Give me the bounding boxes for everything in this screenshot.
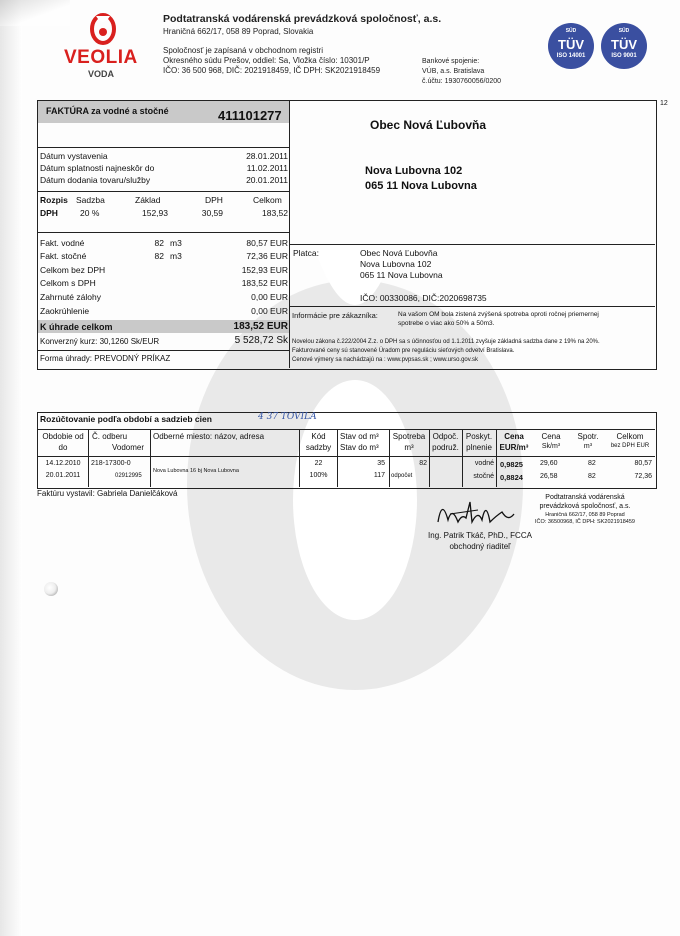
vat-header-base: Základ xyxy=(135,195,161,205)
header-meter: Vodomer xyxy=(112,443,145,452)
invoice-title: FAKTÚRA za vodné a stočné xyxy=(46,106,169,116)
service-name: vodné xyxy=(474,460,494,467)
stamp-line: IČO: 36500968, IČ DPH: SK2021918459 xyxy=(535,519,635,525)
bank-label: Bankové spojenie: xyxy=(422,58,480,65)
vat-header-vat: DPH xyxy=(205,195,223,205)
header-rate: sadzby xyxy=(305,443,332,452)
punch-hole xyxy=(44,582,58,596)
charge-qty: 82 xyxy=(154,251,164,261)
rate-code: 22 xyxy=(314,460,323,467)
recipient-city: 065 11 Nova Lubovna xyxy=(365,180,477,192)
header-period: Obdobie od xyxy=(42,432,84,441)
signatory-role: obchodný riaditeľ xyxy=(449,542,511,551)
scan-folded-corner xyxy=(0,0,70,26)
consumption-place: Nova Lubovna 16 bj Nova Lubovna xyxy=(153,468,239,474)
company-address: Hraničná 662/17, 058 89 Poprad, Slovakia xyxy=(163,27,314,36)
title-divider xyxy=(37,147,289,148)
period-to: 20.01.2011 xyxy=(45,472,81,479)
header-state: Stav od m³ xyxy=(340,432,379,441)
tuv-sub-1: ISO 14001 xyxy=(556,53,586,59)
vat-row-rate: 20 % xyxy=(80,208,100,218)
header-quantity: m³ xyxy=(583,443,593,450)
total-label: Celkom bez DPH xyxy=(40,265,106,275)
line-quantity: 82 xyxy=(588,460,596,467)
handwritten-signature xyxy=(430,492,520,532)
line-total: 72,36 xyxy=(634,473,652,480)
payer-name: Obec Nová Ľubovňa xyxy=(360,248,438,258)
meter-number: 02912995 xyxy=(115,473,142,479)
header-service: Poskyt. xyxy=(465,432,493,441)
vat-row-label: DPH xyxy=(40,208,58,218)
period-from: 14.12.2010 xyxy=(45,460,81,467)
total-label: Zaokrúhlenie xyxy=(40,306,90,316)
recipient-street: Nova Lubovna 102 xyxy=(365,165,463,177)
header-price-sk: Sk/m³ xyxy=(541,443,561,450)
payer-street: Nova Lubovna 102 xyxy=(360,259,432,269)
column-divider xyxy=(289,100,290,368)
header-price-eur: EUR/m³ xyxy=(499,443,529,452)
margin-mark: 12 xyxy=(660,100,668,107)
payer-city: 065 11 Nova Lubovna xyxy=(360,270,443,280)
breakdown-header-top xyxy=(37,429,655,430)
breakdown-title: Rozúčtovanie podľa období a sadzieb cien xyxy=(40,414,212,424)
date-value: 11.02.2011 xyxy=(246,163,288,173)
header-quantity: Spotr. xyxy=(577,432,599,441)
payer-label: Platca: xyxy=(293,248,319,258)
legal-note: Cenové výmery sa nachádzajú na : www.pvpsas.sk ; www.urso.gov.sk xyxy=(292,357,478,363)
col-line xyxy=(337,429,338,487)
header-total: bez DPH EUR xyxy=(610,443,650,449)
total-label: Zahrnuté zálohy xyxy=(40,292,101,302)
service-name: stočné xyxy=(473,473,494,480)
subtraction-label: odpočet xyxy=(391,473,413,479)
charge-label: Fakt. vodné xyxy=(40,238,85,248)
header-period: do xyxy=(58,443,68,452)
issued-by: Faktúru vystavil: Gabriela Danielčáková xyxy=(37,489,178,498)
date-label: Dátum splatnosti najneskôr do xyxy=(40,163,155,173)
handwritten-note: 4 37 TOVILA xyxy=(258,412,317,422)
state-from: 35 xyxy=(377,460,385,467)
registry-line-3: IČO: 36 500 968, DIČ: 2021918459, IČ DPH: SK2021918459 xyxy=(163,66,381,75)
charge-unit: m3 xyxy=(170,238,182,248)
invoice-number: 411101277 xyxy=(218,108,282,123)
vat-header-rozpis: Rozpis xyxy=(40,195,68,205)
header-state: Stav do m³ xyxy=(340,443,379,452)
vat-header-total: Celkom xyxy=(253,195,282,205)
total-label: Celkom s DPH xyxy=(40,278,96,288)
header-meter: Č. odberu xyxy=(92,432,128,441)
tuv-bottom: SÜD xyxy=(618,28,630,34)
col-line xyxy=(88,429,89,487)
signatory-name: Ing. Patrik Tkáč, PhD., FCCA xyxy=(428,531,532,540)
charge-amount: 80,57 EUR xyxy=(246,238,288,248)
recipient-name: Obec Nová Ľubovňa xyxy=(370,118,487,132)
scan-edge-shadow xyxy=(0,0,22,936)
payment-form: Forma úhrady: PREVODNÝ PRÍKAZ xyxy=(40,354,171,363)
pay-amount-eur: 183,52 EUR xyxy=(233,321,288,332)
vat-row-vat: 30,59 xyxy=(201,208,223,218)
header-consumption: Spotreba xyxy=(392,432,426,441)
stamp-line: prevádzková spoločnosť, a.s. xyxy=(539,503,631,510)
header-price-eur: Cena xyxy=(504,432,524,441)
vat-divider xyxy=(37,232,289,233)
price-sk: 26,58 xyxy=(540,473,558,480)
price-eur: 0,9825 xyxy=(500,460,523,469)
header-price-sk: Cena xyxy=(541,432,561,441)
legal-note: Fakturované ceny sú stanovené Úradom pre reguláciu sieťových odvetví Bratislava. xyxy=(292,348,515,354)
line-quantity: 82 xyxy=(588,473,596,480)
tuv-cert-badge-2 xyxy=(601,23,647,69)
legal-note: Novelou zákona č.222/2004 Z.z. o DPH sa s účinnosťou od 1.1.2011 zvyšuje základná sadzba dane z 19% na 20%. xyxy=(292,339,600,345)
date-value: 28.01.2011 xyxy=(246,151,288,161)
vat-row-total: 183,52 xyxy=(262,208,288,218)
registry-line-1: Spoločnosť je zapísaná v obchodnom registri xyxy=(163,46,323,55)
tuv-label: TÜV xyxy=(558,37,584,52)
bank-name: VÚB, a.s. Bratislava xyxy=(422,68,485,75)
logo-subtitle: VODA xyxy=(88,69,115,79)
header-consumption: m³ xyxy=(404,443,414,452)
conversion-rate: Konverzný kurz: 30,1260 Sk/EUR xyxy=(40,337,160,346)
total-amount: 0,00 EUR xyxy=(251,292,288,302)
tuv-label: TÜV xyxy=(611,37,637,52)
payer-ids: IČO: 00330086, DIČ:2020698735 xyxy=(360,293,487,303)
header-subconsumption: Odpoč. xyxy=(432,432,459,441)
price-sk: 29,60 xyxy=(540,460,558,467)
date-label: Dátum vystavenia xyxy=(40,151,108,161)
pay-label: K úhrade celkom xyxy=(40,322,113,332)
price-eur: 0,8824 xyxy=(500,473,523,482)
breakdown-header-bottom xyxy=(37,456,655,457)
logo-wordmark: VEOLIA xyxy=(64,47,138,68)
payer-divider xyxy=(289,244,655,245)
vat-row-base: 152,93 xyxy=(142,208,168,218)
header-service: plnenie xyxy=(466,443,492,452)
charge-label: Fakt. stočné xyxy=(40,251,87,261)
customer-info-line-2: spotrebe o viac ako 50% a 50m3. xyxy=(398,320,495,327)
customer-info-label: Informácie pre zákazníka: xyxy=(292,311,378,320)
charge-amount: 72,36 EUR xyxy=(246,251,288,261)
vat-header-rate: Sadzba xyxy=(76,195,105,205)
stamp-line: Hraničná 662/17, 058 89 Poprad xyxy=(545,512,625,518)
bank-account: č.účtu: 1930760056/0200 xyxy=(422,78,502,85)
line-total: 80,57 xyxy=(634,460,652,467)
meter-id: 218-17300-0 xyxy=(91,460,131,467)
col-line xyxy=(150,429,151,487)
company-name: Podtatranská vodárenská prevádzková spoločnosť, a.s. xyxy=(163,13,442,25)
tuv-sub-2: ISO 9001 xyxy=(611,53,637,59)
date-value: 20.01.2011 xyxy=(246,175,288,185)
stamp-line: Podtatranská vodárenská xyxy=(545,494,625,501)
registry-line-2: Okresného súdu Prešov, oddiel: Sa, Vložka číslo: 10301/P xyxy=(163,56,370,65)
info-divider xyxy=(289,306,655,307)
consumption-value: 82 xyxy=(419,460,427,467)
total-amount: 152,93 EUR xyxy=(241,265,288,275)
header-rate: Kód xyxy=(311,432,326,441)
tuv-bottom: SÜD xyxy=(565,28,577,34)
customer-info-line-1: Na vašom OM bola zistená zvýšená spotreba oproti ročnej priemernej xyxy=(398,311,599,318)
date-label: Dátum dodania tovaru/služby xyxy=(40,175,151,185)
pay-amount-sk: 5 528,72 Sk xyxy=(234,335,288,346)
pay-divider xyxy=(37,350,289,351)
total-amount: 0,00 EUR xyxy=(251,306,288,316)
rate-percent: 100% xyxy=(309,472,328,479)
charge-qty: 82 xyxy=(154,238,164,248)
header-subconsumption: podruž. xyxy=(432,443,459,452)
dates-divider xyxy=(37,191,289,192)
charge-unit: m3 xyxy=(170,251,182,261)
header-place: Odberné miesto: názov, adresa xyxy=(153,432,265,441)
tuv-cert-badge-1 xyxy=(548,23,594,69)
state-to: 117 xyxy=(373,472,385,479)
total-amount: 183,52 EUR xyxy=(241,278,288,288)
header-total: Celkom xyxy=(616,432,644,441)
